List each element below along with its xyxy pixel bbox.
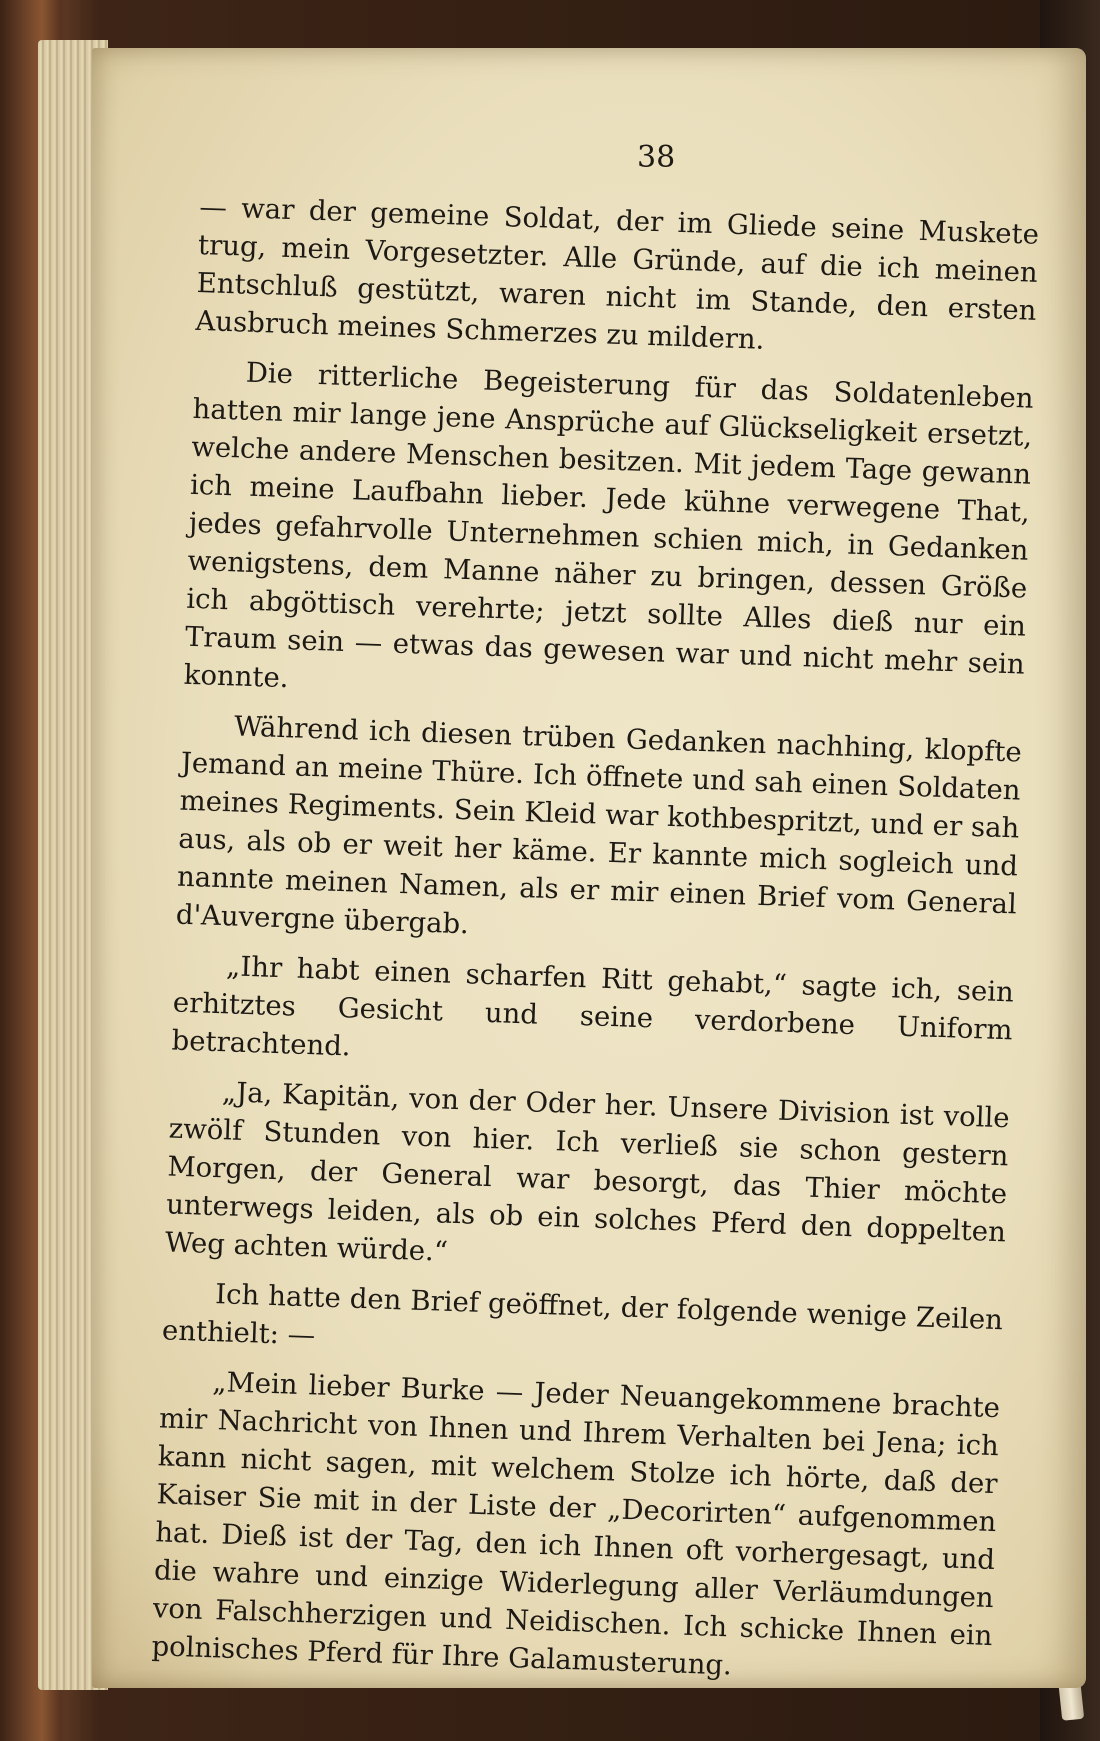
paragraph-1: — war der gemeine Soldat, der im Gliede seine Muskete trug, mein Vorgesetzter. Alle Gründe, auf die ich meinen Entschluß gestützt, waren nicht im Stande, den ersten Ausbruch meines Schmerzes zu mildern. (195, 190, 1040, 356)
book-page (92, 48, 1086, 1688)
page-number: 38 (637, 140, 676, 175)
paragraph-6: Ich hatte den Brief geöffnet, der folgende wenige Zeilen enthielt: — (161, 1278, 1004, 1352)
paragraph-4: „Ihr habt einen scharfen Ritt gehabt,“ sagte ich, sein erhitztes Gesicht und seine verdorbene Uniform betrachtend. (171, 950, 1015, 1063)
paragraph-7: „Mein lieber Burke — Jeder Neuangekommene brachte mir Nachricht von Ihnen und Ihrem Verhalten bei Jena; ich kann nicht sagen, mit welchem Stolze ich hörte, daß der Kaiser Sie mit in der Liste der „Decorirten“ aufgenommen hat. Dieß ist der Tag, den ich Ihnen oft vorhergesagt, und die wahre und einzige Widerlegung aller Verläumdungen von Falschherzigen und Neidischen. Ich schicke Ihnen ein polnisches Pferd für Ihre Galamusterung. (151, 1366, 1001, 1682)
paragraph-2: Die ritterliche Begeisterung für das Soldatenleben hatten mir lange jene Ansprüche auf Glückseligkeit ersetzt, welche andere Menschen besitzen. Mit jedem Tage gewann ich meine Laufbahn lieber. Jede kühne verwegene That, jedes gefahrvolle Unternehmen schien mich, in Gedanken wenigstens, dem Manne näher zu bringen, dessen Größe ich abgöttisch verehrte; jetzt sollte Alles dieß nur ein Traum sein — etwas das gewesen war und nicht mehr sein konnte. (183, 356, 1035, 695)
paragraph-5: „Ja, Kapitän, von der Oder her. Unsere Division ist volle zwölf Stunden von hier. Ich verließ sie schon gestern Morgen, der General war besorgt, das Thier möchte unterwegs leiden, als ob ein solches Pferd den doppelten Weg achten würde.“ (164, 1076, 1011, 1268)
paragraph-3: Während ich diesen trüben Gedanken nachhing, klopfte Jemand an meine Thüre. Ich öffnete und sah einen Soldaten meines Regiments. Sein Kleid war kothbespritzt, und er sah aus, als ob er weit her käme. Er kannte mich sogleich und nannte meinen Namen, als er mir einen Brief vom General d'Auvergne übergab. (175, 710, 1023, 941)
page-text-block (151, 188, 1040, 1688)
